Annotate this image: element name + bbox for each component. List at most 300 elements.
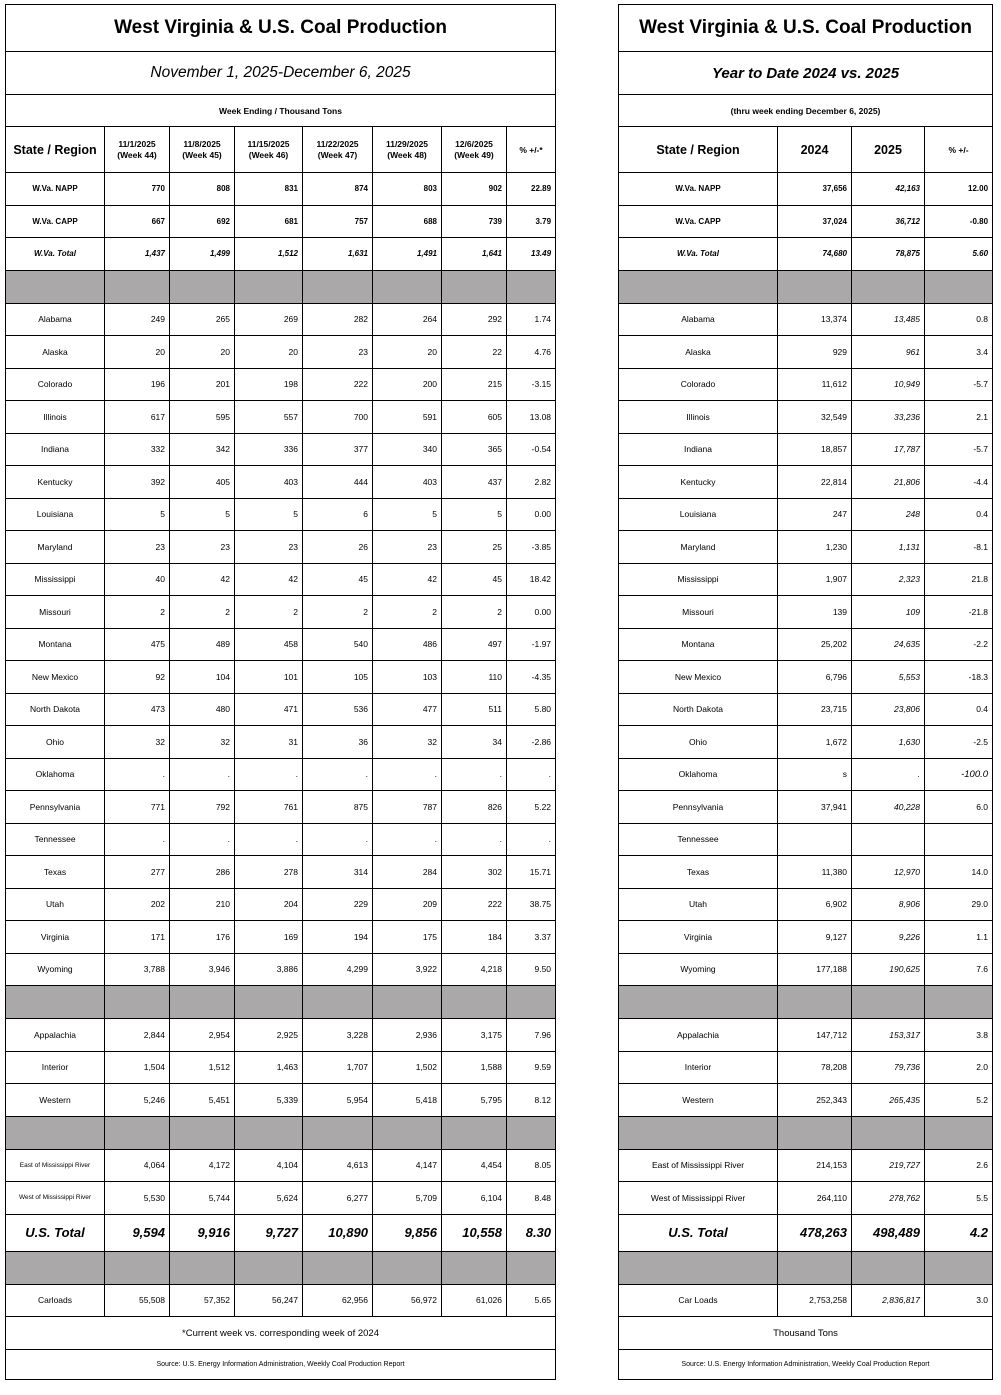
- table-row: [619, 1182, 993, 1215]
- table-row: [6, 1051, 556, 1084]
- row-label: Indiana: [619, 433, 778, 466]
- week-value: 201: [170, 368, 235, 401]
- pct-change-value: 2.1: [925, 401, 993, 434]
- ytd-2025-value: 219,727: [852, 1149, 925, 1182]
- week-value: 787: [373, 791, 442, 824]
- row-label: Ohio: [6, 726, 105, 759]
- table-row: [6, 238, 556, 271]
- table-subtitle-row: [6, 52, 556, 95]
- table-row: [6, 628, 556, 661]
- week-number: (Week 49): [454, 149, 494, 160]
- table-row: [619, 856, 993, 889]
- separator-row: [6, 1116, 556, 1149]
- separator-cell: [442, 986, 507, 1019]
- pct-change-value: 5.5: [925, 1182, 993, 1215]
- separator-cell: [778, 1116, 852, 1149]
- row-label: Interior: [6, 1051, 105, 1084]
- ytd-2024-value: 1,230: [778, 531, 852, 564]
- week-value: 340: [373, 433, 442, 466]
- week-column-header: [105, 127, 170, 173]
- pct-change-value: 22.89: [507, 173, 556, 206]
- week-column-header: [235, 127, 303, 173]
- row-label: Oklahoma: [6, 758, 105, 791]
- separator-cell: [373, 1251, 442, 1284]
- week-value: 1,491: [373, 238, 442, 271]
- row-label: New Mexico: [619, 661, 778, 694]
- pct-change-value: -0.54: [507, 433, 556, 466]
- week-value: 23: [170, 531, 235, 564]
- pct-change-value: 0.4: [925, 498, 993, 531]
- week-value: 175: [373, 921, 442, 954]
- separator-cell: [442, 1251, 507, 1284]
- ytd-2024-value: 74,680: [778, 238, 852, 271]
- week-value: 209: [373, 888, 442, 921]
- week-value: 10,890: [303, 1214, 373, 1251]
- pct-change-value: -2.86: [507, 726, 556, 759]
- unit-label: Week Ending / Thousand Tons: [6, 95, 556, 127]
- ytd-2025-value: 13,485: [852, 303, 925, 336]
- table-row: [6, 888, 556, 921]
- table-row: [6, 563, 556, 596]
- table-row: [6, 953, 556, 986]
- row-label: W.Va. NAPP: [6, 173, 105, 206]
- ytd-2025-value: 961: [852, 336, 925, 369]
- table-row: [6, 1019, 556, 1052]
- week-value: 222: [442, 888, 507, 921]
- pct-change-value: -5.7: [925, 368, 993, 401]
- pct-change-value: 0.8: [925, 303, 993, 336]
- week-value: 23: [303, 336, 373, 369]
- source-row: [619, 1350, 993, 1380]
- footnote-row: [619, 1317, 993, 1350]
- week-value: 5: [170, 498, 235, 531]
- ytd-production-table: [618, 4, 993, 1380]
- ytd-2024-value: 177,188: [778, 953, 852, 986]
- separator-cell: [303, 1116, 373, 1149]
- table-row: [619, 823, 993, 856]
- week-value: 171: [105, 921, 170, 954]
- us-total-row: [619, 1214, 993, 1251]
- week-value: 20: [235, 336, 303, 369]
- table-title-row: [619, 5, 993, 52]
- week-value: 808: [170, 173, 235, 206]
- table-title: West Virginia & U.S. Coal Production: [6, 5, 556, 52]
- week-value: 831: [235, 173, 303, 206]
- week-value: 692: [170, 205, 235, 238]
- separator-cell: [925, 1116, 993, 1149]
- week-value: .: [373, 758, 442, 791]
- table-row: [619, 1149, 993, 1182]
- pct-change-value: .: [507, 823, 556, 856]
- row-label: Alabama: [619, 303, 778, 336]
- ytd-2025-value: 17,787: [852, 433, 925, 466]
- week-value: 6,277: [303, 1182, 373, 1215]
- week-value: 202: [105, 888, 170, 921]
- week-date: 12/6/2025: [455, 138, 493, 149]
- week-value: 770: [105, 173, 170, 206]
- ytd-2025-value: 2,323: [852, 563, 925, 596]
- table-row: [6, 693, 556, 726]
- week-date: 11/22/2025: [316, 138, 359, 149]
- week-value: 902: [442, 173, 507, 206]
- pct-change-value: 13.49: [507, 238, 556, 271]
- separator-row: [619, 1251, 993, 1284]
- week-value: .: [235, 823, 303, 856]
- pct-change-value: 0.00: [507, 498, 556, 531]
- ytd-2025-value: 79,736: [852, 1051, 925, 1084]
- separator-cell: [235, 986, 303, 1019]
- region-column-header: State / Region: [619, 127, 778, 173]
- table-row: [6, 921, 556, 954]
- table-row: [6, 791, 556, 824]
- year-2025-header: 2025: [852, 127, 925, 173]
- table-row: [6, 531, 556, 564]
- week-column-header: [303, 127, 373, 173]
- pct-change-value: 3.8: [925, 1019, 993, 1052]
- week-value: 277: [105, 856, 170, 889]
- week-value: 5: [373, 498, 442, 531]
- ytd-2024-value: 37,024: [778, 205, 852, 238]
- table-row: [619, 303, 993, 336]
- pct-change-value: 9.59: [507, 1051, 556, 1084]
- week-value: 215: [442, 368, 507, 401]
- week-value: 5: [442, 498, 507, 531]
- table-row: [6, 368, 556, 401]
- pct-change-value: 7.6: [925, 953, 993, 986]
- separator-cell: [852, 1116, 925, 1149]
- pct-change-value: 4.76: [507, 336, 556, 369]
- pct-change-value: 5.80: [507, 693, 556, 726]
- week-value: 874: [303, 173, 373, 206]
- week-value: 5,744: [170, 1182, 235, 1215]
- row-label: Interior: [619, 1051, 778, 1084]
- table-row: [619, 173, 993, 206]
- week-value: 110: [442, 661, 507, 694]
- week-value: 480: [170, 693, 235, 726]
- footnote: Thousand Tons: [619, 1317, 993, 1350]
- week-value: 1,502: [373, 1051, 442, 1084]
- week-value: 803: [373, 173, 442, 206]
- week-value: 3,175: [442, 1019, 507, 1052]
- week-value: 3,922: [373, 953, 442, 986]
- table-row: [619, 1084, 993, 1117]
- separator-cell: [619, 986, 778, 1019]
- week-value: 61,026: [442, 1284, 507, 1317]
- separator-cell: [170, 1116, 235, 1149]
- week-value: 332: [105, 433, 170, 466]
- row-label: Missouri: [6, 596, 105, 629]
- pct-change-value: -3.85: [507, 531, 556, 564]
- week-value: 681: [235, 205, 303, 238]
- separator-row: [619, 1116, 993, 1149]
- week-value: 104: [170, 661, 235, 694]
- year-2024-header: 2024: [778, 127, 852, 173]
- week-value: 9,916: [170, 1214, 235, 1251]
- week-value: 4,147: [373, 1149, 442, 1182]
- week-number: (Week 47): [317, 149, 358, 160]
- week-date: 11/8/2025: [183, 138, 221, 149]
- week-value: 605: [442, 401, 507, 434]
- ytd-2025-value: 33,236: [852, 401, 925, 434]
- pct-change-value: 5.60: [925, 238, 993, 271]
- week-number: (Week 44): [117, 149, 157, 160]
- row-label: Tennessee: [619, 823, 778, 856]
- row-label: W.Va. NAPP: [619, 173, 778, 206]
- week-value: 1,588: [442, 1051, 507, 1084]
- week-value: 31: [235, 726, 303, 759]
- week-value: 2: [303, 596, 373, 629]
- pct-change-value: 3.37: [507, 921, 556, 954]
- week-value: 403: [373, 466, 442, 499]
- week-value: 700: [303, 401, 373, 434]
- week-value: 405: [170, 466, 235, 499]
- week-value: .: [105, 823, 170, 856]
- week-value: 284: [373, 856, 442, 889]
- week-value: 57,352: [170, 1284, 235, 1317]
- separator-cell: [6, 1251, 105, 1284]
- row-label: Mississippi: [619, 563, 778, 596]
- weekly-production-table: [5, 4, 556, 1380]
- pct-change-value: 3.79: [507, 205, 556, 238]
- ytd-2024-value: 13,374: [778, 303, 852, 336]
- row-label: Maryland: [6, 531, 105, 564]
- week-column-header: [442, 127, 507, 173]
- week-value: 2: [442, 596, 507, 629]
- pct-change-value: 7.96: [507, 1019, 556, 1052]
- table-title-row: [6, 5, 556, 52]
- week-value: 6: [303, 498, 373, 531]
- row-label: Texas: [6, 856, 105, 889]
- separator-cell: [507, 986, 556, 1019]
- table-row: [619, 888, 993, 921]
- row-label: Wyoming: [6, 953, 105, 986]
- week-value: .: [442, 823, 507, 856]
- header-row: [6, 127, 556, 173]
- week-value: 9,856: [373, 1214, 442, 1251]
- ytd-2025-value: 109: [852, 596, 925, 629]
- ytd-2025-value: 498,489: [852, 1214, 925, 1251]
- table-row: [6, 1084, 556, 1117]
- ytd-2024-value: 2,753,258: [778, 1284, 852, 1317]
- row-label: Wyoming: [619, 953, 778, 986]
- week-value: 473: [105, 693, 170, 726]
- ytd-2025-value: 1,630: [852, 726, 925, 759]
- separator-cell: [170, 1251, 235, 1284]
- separator-cell: [778, 270, 852, 303]
- carloads-row: [6, 1284, 556, 1317]
- pct-change-value: -1.97: [507, 628, 556, 661]
- carloads-label: Carloads: [6, 1284, 105, 1317]
- week-value: .: [303, 823, 373, 856]
- ytd-2024-value: 23,715: [778, 693, 852, 726]
- pct-change-value: 0.4: [925, 693, 993, 726]
- ytd-2025-value: 12,970: [852, 856, 925, 889]
- separator-cell: [170, 986, 235, 1019]
- pct-change-value: 6.0: [925, 791, 993, 824]
- week-value: 471: [235, 693, 303, 726]
- week-value: 403: [235, 466, 303, 499]
- separator-cell: [105, 1116, 170, 1149]
- row-label: Utah: [619, 888, 778, 921]
- separator-cell: [235, 1116, 303, 1149]
- row-label: W.Va. CAPP: [6, 205, 105, 238]
- separator-cell: [925, 1251, 993, 1284]
- ytd-2024-value: 37,941: [778, 791, 852, 824]
- week-value: 511: [442, 693, 507, 726]
- separator-cell: [619, 1251, 778, 1284]
- ytd-2025-value: 9,226: [852, 921, 925, 954]
- week-value: 6,104: [442, 1182, 507, 1215]
- week-value: 5,418: [373, 1084, 442, 1117]
- week-value: 1,437: [105, 238, 170, 271]
- table-row: [619, 953, 993, 986]
- ytd-2025-value: 190,625: [852, 953, 925, 986]
- row-label: Colorado: [619, 368, 778, 401]
- ytd-2024-value: 18,857: [778, 433, 852, 466]
- separator-cell: [303, 986, 373, 1019]
- week-date: 11/29/2025: [385, 138, 429, 149]
- pct-change-value: -21.8: [925, 596, 993, 629]
- row-label: Missouri: [619, 596, 778, 629]
- table-row: [619, 791, 993, 824]
- table-row: [619, 693, 993, 726]
- unit-label: (thru week ending December 6, 2025): [619, 95, 993, 127]
- ytd-2024-value: 78,208: [778, 1051, 852, 1084]
- separator-cell: [778, 1251, 852, 1284]
- row-label: Oklahoma: [619, 758, 778, 791]
- week-value: 20: [170, 336, 235, 369]
- separator-cell: [507, 1116, 556, 1149]
- separator-cell: [373, 986, 442, 1019]
- week-value: 278: [235, 856, 303, 889]
- ytd-2024-value: 147,712: [778, 1019, 852, 1052]
- pct-change-value: -2.5: [925, 726, 993, 759]
- us-total-label: U.S. Total: [6, 1214, 105, 1251]
- week-value: 1,512: [235, 238, 303, 271]
- week-value: 40: [105, 563, 170, 596]
- row-label: Maryland: [619, 531, 778, 564]
- pct-change-value: 5.65: [507, 1284, 556, 1317]
- week-value: 4,104: [235, 1149, 303, 1182]
- week-value: .: [170, 758, 235, 791]
- table-row: [6, 401, 556, 434]
- row-label: North Dakota: [619, 693, 778, 726]
- pct-change-value: 0.00: [507, 596, 556, 629]
- week-value: 42: [235, 563, 303, 596]
- week-value: 9,594: [105, 1214, 170, 1251]
- pct-change-value: 2.0: [925, 1051, 993, 1084]
- ytd-2025-value: 8,906: [852, 888, 925, 921]
- ytd-2025-value: 36,712: [852, 205, 925, 238]
- separator-cell: [303, 1251, 373, 1284]
- week-value: 196: [105, 368, 170, 401]
- pct-change-value: -100.0: [925, 758, 993, 791]
- pct-change-value: 1.74: [507, 303, 556, 336]
- pct-change-value: .: [507, 758, 556, 791]
- week-value: 1,512: [170, 1051, 235, 1084]
- week-date: 11/15/2025: [247, 138, 290, 149]
- week-number: (Week 46): [248, 149, 289, 160]
- pct-change-value: -18.3: [925, 661, 993, 694]
- week-value: 477: [373, 693, 442, 726]
- week-value: 282: [303, 303, 373, 336]
- table-row: [619, 563, 993, 596]
- week-value: 56,247: [235, 1284, 303, 1317]
- week-value: 5,451: [170, 1084, 235, 1117]
- pct-change-value: 5.2: [925, 1084, 993, 1117]
- week-value: 444: [303, 466, 373, 499]
- week-value: 5: [235, 498, 303, 531]
- week-value: 5,954: [303, 1084, 373, 1117]
- week-value: 2,954: [170, 1019, 235, 1052]
- week-value: 489: [170, 628, 235, 661]
- ytd-2024-value: 252,343: [778, 1084, 852, 1117]
- week-value: 1,631: [303, 238, 373, 271]
- row-label: West of Mississippi River: [6, 1182, 105, 1215]
- week-value: 771: [105, 791, 170, 824]
- row-label: Illinois: [6, 401, 105, 434]
- separator-cell: [373, 270, 442, 303]
- row-label: Colorado: [6, 368, 105, 401]
- table-row: [6, 466, 556, 499]
- week-value: 792: [170, 791, 235, 824]
- week-value: 62,956: [303, 1284, 373, 1317]
- week-value: 5,795: [442, 1084, 507, 1117]
- footnote-row: [6, 1317, 556, 1350]
- ytd-2024-value: 214,153: [778, 1149, 852, 1182]
- week-value: 2,925: [235, 1019, 303, 1052]
- row-label: Montana: [619, 628, 778, 661]
- ytd-2025-value: 10,949: [852, 368, 925, 401]
- carloads-label: Car Loads: [619, 1284, 778, 1317]
- footnote: *Current week vs. corresponding week of 2024: [6, 1317, 556, 1350]
- week-value: 249: [105, 303, 170, 336]
- ytd-2024-value: 6,902: [778, 888, 852, 921]
- week-value: 1,463: [235, 1051, 303, 1084]
- week-value: .: [235, 758, 303, 791]
- week-value: 377: [303, 433, 373, 466]
- week-value: 286: [170, 856, 235, 889]
- ytd-2024-value: 32,549: [778, 401, 852, 434]
- week-value: 497: [442, 628, 507, 661]
- week-value: 23: [235, 531, 303, 564]
- row-label: W.Va. Total: [6, 238, 105, 271]
- row-label: Indiana: [6, 433, 105, 466]
- table-row: [619, 531, 993, 564]
- source-note: Source: U.S. Energy Information Administration, Weekly Coal Production Report: [619, 1350, 993, 1380]
- week-value: 342: [170, 433, 235, 466]
- pct-change-value: -3.15: [507, 368, 556, 401]
- week-value: 437: [442, 466, 507, 499]
- pct-change-value: 8.30: [507, 1214, 556, 1251]
- pct-change-value: [925, 823, 993, 856]
- ytd-2025-value: 153,317: [852, 1019, 925, 1052]
- table-row: [619, 205, 993, 238]
- table-row: [619, 628, 993, 661]
- week-value: 92: [105, 661, 170, 694]
- week-value: 3,946: [170, 953, 235, 986]
- week-value: 5,709: [373, 1182, 442, 1215]
- separator-row: [619, 270, 993, 303]
- pct-change-value: 2.6: [925, 1149, 993, 1182]
- table-subtitle-row: [619, 52, 993, 95]
- week-value: 540: [303, 628, 373, 661]
- pct-change-value: 15.71: [507, 856, 556, 889]
- table-row: [619, 1051, 993, 1084]
- week-column-header: [373, 127, 442, 173]
- week-value: 2: [105, 596, 170, 629]
- separator-cell: [507, 270, 556, 303]
